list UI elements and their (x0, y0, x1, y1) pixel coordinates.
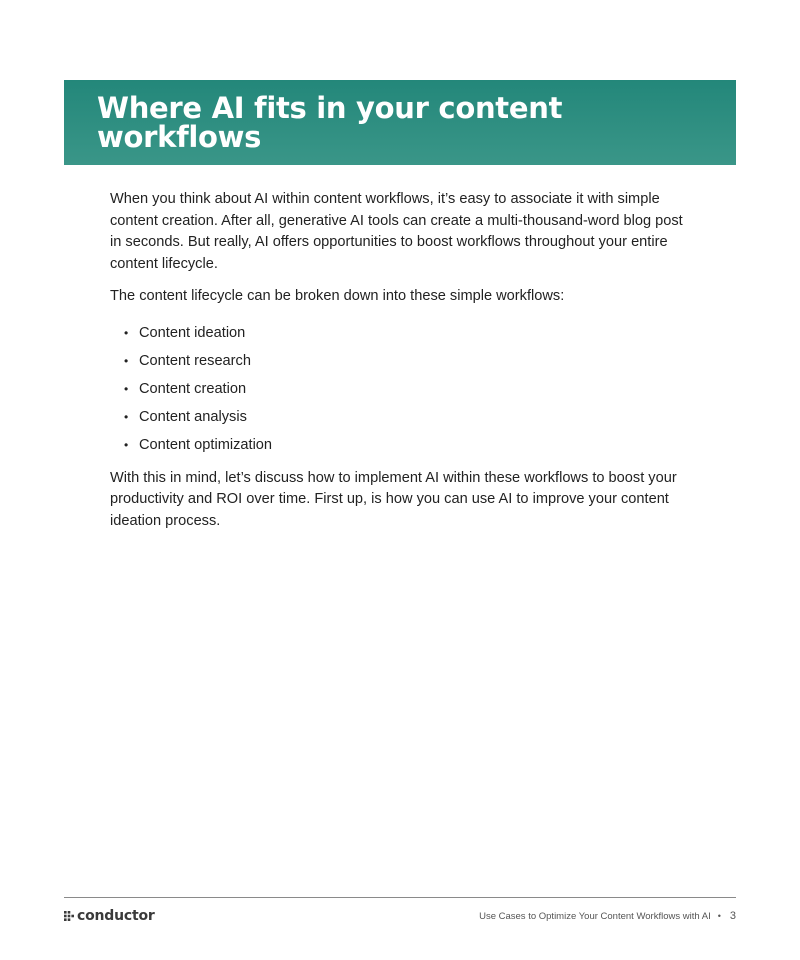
bullet-icon: • (124, 437, 129, 452)
article-body (110, 189, 690, 543)
list-item-label: Content research (139, 352, 251, 369)
conductor-logo (64, 906, 155, 926)
list-item (110, 319, 690, 347)
list-item (110, 403, 690, 431)
footer-info (479, 906, 736, 926)
list-item (110, 347, 690, 375)
bullet-icon: • (124, 325, 129, 340)
workflow-list (110, 319, 690, 459)
list-item-label: Content optimization (139, 436, 273, 453)
list-item-label: Content ideation (139, 324, 246, 341)
closing-paragraph: With this in mind, let’s discuss how to implement AI within these workflows to boost your productivity and ROI over time. First up, is how you can use AI to improve your content ideation process. (110, 469, 677, 529)
list-item-label: Content analysis (139, 408, 247, 425)
lead-in-paragraph: The content lifecycle can be broken down into these simple workflows: (110, 288, 565, 304)
logo-wordmark: conductor (77, 908, 155, 924)
bullet-icon: • (124, 409, 129, 424)
document-title: Use Cases to Optimize Your Content Workflows with AI (479, 910, 711, 922)
page-title: Where AI fits in your content workflows (97, 90, 563, 154)
page-number: 3 (729, 910, 736, 922)
footer-divider (64, 897, 736, 898)
list-item (110, 431, 690, 459)
bullet-icon: • (124, 381, 129, 396)
list-item-label: Content creation (139, 380, 247, 397)
conductor-dots-icon (64, 911, 74, 921)
bullet-icon: • (124, 353, 129, 368)
title-banner (64, 80, 736, 165)
footer-separator: • (717, 911, 721, 921)
intro-paragraph: When you think about AI within content workflows, it’s easy to associate it with simple content creation. After all, generative AI tools can create a multi-thousand-word blog post in seconds. But really, AI offers opportunities to boost workflows throughout your entire content lifecycle. (110, 191, 683, 272)
list-item (110, 375, 690, 403)
